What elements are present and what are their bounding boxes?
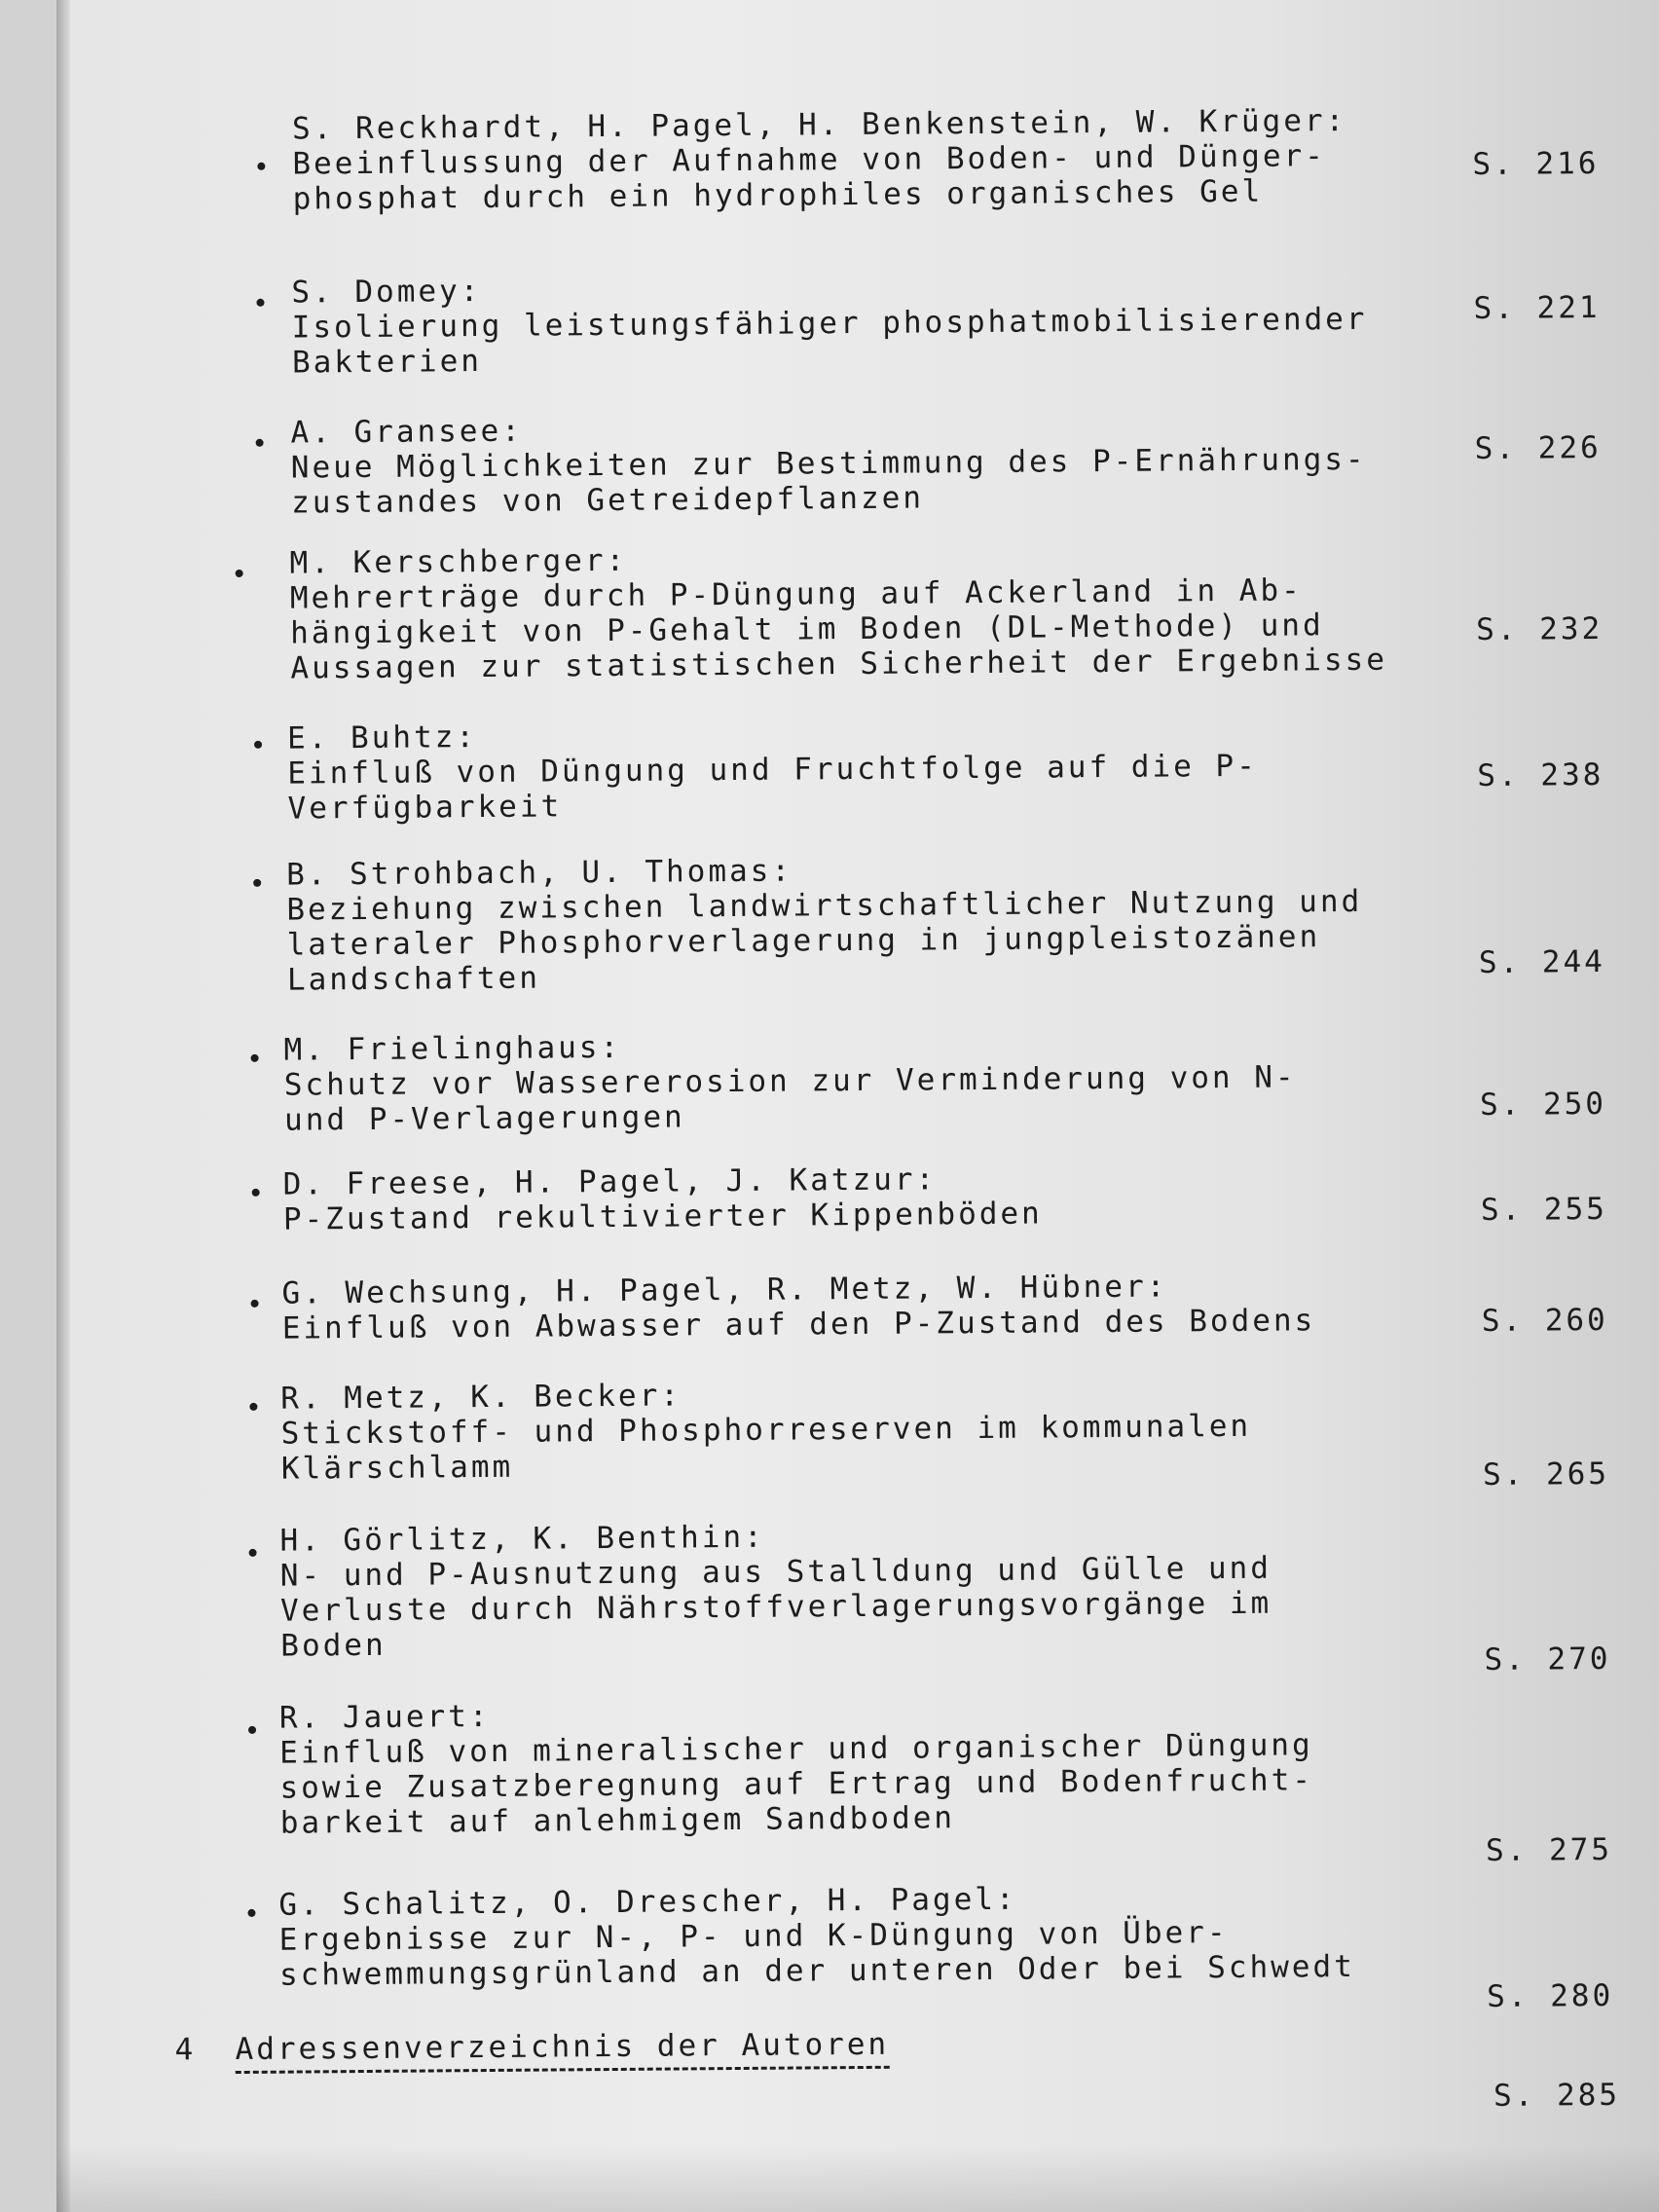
bullet-icon	[247, 1909, 255, 1917]
toc-entry	[57, 1266, 1659, 1346]
entry-title-line: Verluste durch Nährstoffverlagerungsvorgänge im	[279, 1585, 1272, 1629]
entry-authors: G. Schalitz, O. Drescher, H. Pagel:	[278, 1881, 1017, 1923]
document-page	[56, 0, 1659, 2212]
table-of-contents	[56, 0, 1659, 2212]
entry-page: S. 255	[1480, 1191, 1607, 1228]
bullet-icon	[236, 570, 243, 577]
entry-title-line: sowie Zusatzberegnung auf Ertrag und Bodenfrucht-	[279, 1762, 1314, 1806]
entry-title-line: Einfluß von mineralischer und organischer Düngung	[279, 1727, 1313, 1771]
toc-entry	[56, 532, 1654, 686]
bullet-icon	[256, 299, 264, 307]
section-page: S. 285	[1493, 2077, 1621, 2114]
entry-title-line: Einfluß von Düngung und Fruchtfolge auf die P-	[287, 748, 1258, 792]
entry-title-line: schwemmungsgrünland an der unteren Oder bei Schwedt	[278, 1949, 1355, 1993]
bullet-icon	[256, 439, 264, 447]
entry-title-line: Schutz vor Wassererosion zur Verminderung von N-	[283, 1059, 1297, 1103]
entry-authors: R. Metz, K. Becker:	[280, 1378, 682, 1417]
entry-page: S. 226	[1474, 429, 1602, 467]
toc-entry	[56, 395, 1653, 521]
entry-title-line: Bakterien	[291, 344, 483, 381]
entry-title-line: Mehrerträge durch P-Düngung auf Ackerland in Ab-	[289, 572, 1303, 616]
bullet-icon	[254, 741, 262, 749]
entry-title-line: Einfluß von Abwasser auf den P-Zustand des Bodens	[281, 1303, 1316, 1346]
entry-page: S. 270	[1484, 1641, 1611, 1677]
toc-entry	[58, 1369, 1659, 1493]
entry-authors: E. Buhtz:	[286, 719, 478, 756]
entry-title-line: lateraler Phosphorverlagerung in jungpleistozänen	[286, 919, 1321, 963]
entry-title-line: phosphat durch ein hydrophiles organisches Gel	[292, 173, 1264, 217]
entry-authors: M. Frielinghaus:	[283, 1029, 622, 1068]
entry-title-line: Verfügbarkeit	[287, 789, 563, 827]
entry-page: S. 244	[1478, 943, 1605, 980]
entry-page: S. 275	[1485, 1831, 1613, 1868]
entry-title-line: barkeit auf anlehmigem Sandboden	[279, 1800, 956, 1841]
bullet-icon	[249, 1549, 257, 1557]
entry-title-line: hängigkeit von P-Gehalt im Boden (DL-Methode) und	[290, 608, 1324, 651]
toc-entry	[56, 255, 1652, 381]
entry-page: S. 221	[1473, 289, 1601, 327]
entry-authors: S. Domey:	[291, 274, 482, 311]
bullet-icon	[251, 1300, 259, 1308]
entry-page: S. 232	[1476, 610, 1604, 647]
entry-page: S. 238	[1477, 756, 1604, 793]
section-title: Adressenverzeichnis der Autoren	[235, 2027, 889, 2074]
entry-title-line: Stickstoff- und Phosphorreserven im kommunalen	[280, 1408, 1252, 1452]
bullet-icon	[252, 1189, 260, 1197]
toc-entry	[56, 1157, 1659, 1237]
entry-authors: R. Jauert:	[278, 1698, 491, 1736]
entry-authors: S. Reckhardt, H. Pagel, H. Benkenstein, W. Krüger:	[291, 103, 1347, 147]
section-number: 4	[174, 2032, 194, 2068]
entry-title-line: N- und P-Ausnutzung aus Stalldung und Gülle und	[279, 1550, 1272, 1594]
toc-entry	[61, 1690, 1659, 1868]
entry-title-line: Isolierung leistungsfähiger phosphatmobilisierender	[291, 301, 1368, 346]
entry-page: S. 280	[1487, 1977, 1614, 2014]
toc-entry	[56, 705, 1656, 827]
toc-entry	[56, 88, 1651, 217]
entry-authors: G. Wechsung, H. Pagel, R. Metz, W. Hübner:	[281, 1269, 1168, 1311]
entry-page: S. 260	[1481, 1302, 1608, 1339]
entry-title-line: Klärschlamm	[280, 1449, 514, 1487]
entry-title-line: Beeinflussung der Aufnahme von Boden- und Dünger-	[292, 138, 1327, 182]
entry-title-line: zustandes von Getreidepflanzen	[290, 480, 925, 521]
entry-title-line: Beziehung zwischen landwirtschaftlicher Nutzung und	[286, 883, 1363, 928]
bullet-icon	[257, 163, 265, 170]
entry-authors: M. Kerschberger:	[289, 542, 628, 581]
entry-page: S. 250	[1479, 1086, 1607, 1123]
entry-title-line: Ergebnisse zur N-, P- und K-Düngung von Über-	[278, 1915, 1229, 1958]
entry-title-line: Boden	[280, 1627, 387, 1664]
bullet-icon	[253, 879, 261, 887]
bullet-icon	[248, 1726, 256, 1734]
page-bottom-shadow	[56, 2144, 1659, 2212]
bullet-icon	[249, 1403, 257, 1411]
toc-entry	[59, 1513, 1659, 1677]
entry-title-line: Neue Möglichkeiten zur Bestimmung des P-Ernährungs-	[290, 441, 1367, 486]
bullet-icon	[251, 1054, 259, 1062]
entry-title-line: Landschaften	[286, 960, 541, 998]
entry-title-line: Aussagen zur statistischen Sicherheit der Ergebnisse	[290, 642, 1388, 686]
entry-authors: B. Strohbach, U. Thomas:	[285, 853, 793, 893]
toc-entry	[56, 841, 1657, 998]
toc-entry	[62, 1877, 1659, 2014]
entry-authors: D. Freese, H. Pagel, J. Katzur:	[282, 1161, 938, 1202]
entry-authors: A. Gransee:	[290, 413, 523, 451]
entry-authors: H. Görlitz, K. Benthin:	[279, 1519, 765, 1559]
entry-page: S. 216	[1472, 145, 1600, 183]
entry-page: S. 265	[1482, 1456, 1610, 1493]
entry-title-line: und P-Verlagerungen	[283, 1099, 685, 1138]
toc-entry	[56, 1016, 1658, 1138]
entry-title-line: P-Zustand rekultivierter Kippenböden	[282, 1196, 1043, 1237]
